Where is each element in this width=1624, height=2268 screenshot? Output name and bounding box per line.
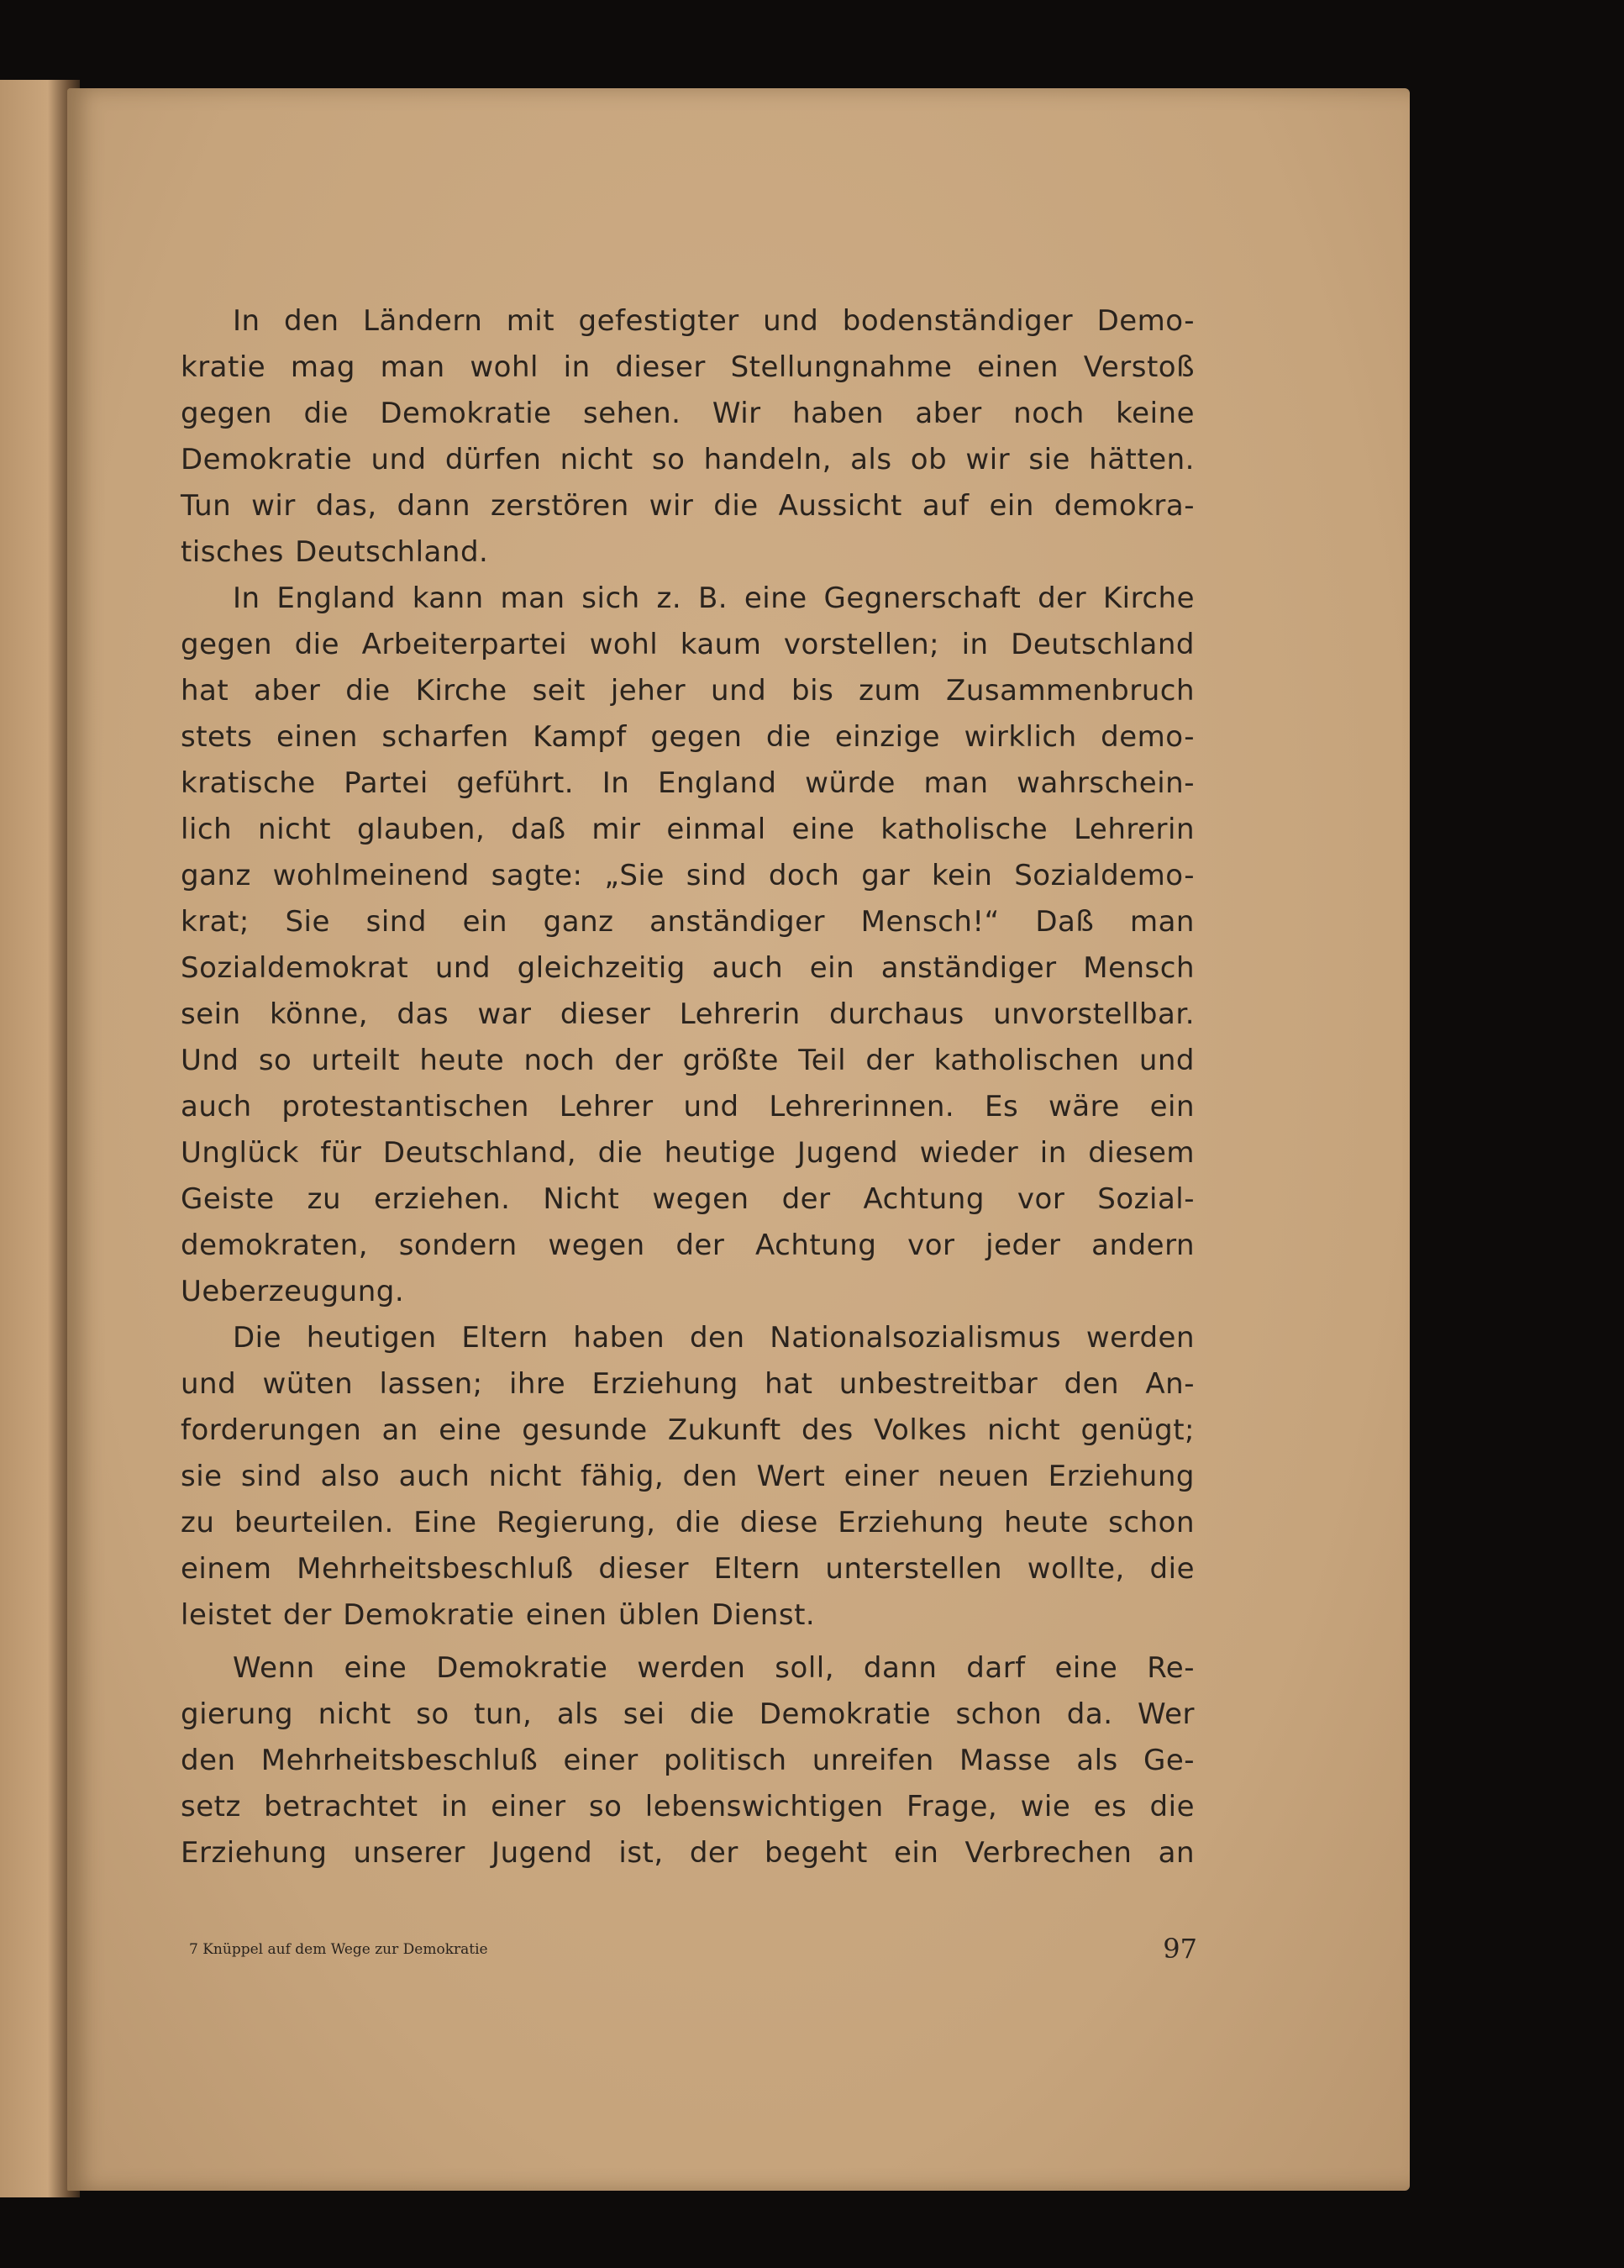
text-line: In England kann man sich z. B. eine Gegnerschaft der Kirche [233,581,1195,615]
text-line: den Mehrheitsbeschluß einer politisch unreifen Masse als Ge- [181,1744,1195,1777]
text-line: gegen die Demokratie sehen. Wir haben aber noch keine [181,397,1195,430]
text-line: demokraten, sondern wegen der Achtung vor jeder andern [181,1229,1195,1262]
text-line: Tun wir das, dann zerstören wir die Aussicht auf ein demokra- [181,489,1195,523]
text-line: gierung nicht so tun, als sei die Demokratie schon da. Wer [181,1697,1195,1731]
text-line: In den Ländern mit gefestigter und bodenständiger Demo- [233,304,1195,338]
text-line: Erziehung unserer Jugend ist, der begeht ein Verbrechen an [181,1836,1195,1870]
page-number: 97 [1163,1933,1197,1965]
text-line: tisches Deutschland. [181,535,489,569]
text-line: Ueberzeugung. [181,1275,405,1308]
text-line: setz betrachtet in einer so lebenswichtigen Frage, wie es die [181,1790,1195,1823]
text-line: Die heutigen Eltern haben den Nationalsozialismus werden [233,1321,1195,1355]
text-line: krat; Sie sind ein ganz anständiger Mensch!“ Daß man [181,905,1195,939]
text-line: lich nicht glauben, daß mir einmal eine katholische Lehrerin [181,813,1195,846]
text-line: gegen die Arbeiterpartei wohl kaum vorstellen; in Deutschland [181,628,1195,661]
text-line: Demokratie und dürfen nicht so handeln, als ob wir sie hätten. [181,443,1195,476]
running-title: 7 Knüppel auf dem Wege zur Demokratie [189,1941,488,1958]
paragraph [181,1315,1195,1639]
text-line: hat aber die Kirche seit jeher und bis zum Zusammenbruch [181,674,1195,708]
body-text [181,298,1195,1876]
text-line: Wenn eine Demokratie werden soll, dann darf eine Re- [233,1651,1195,1685]
text-line: Geiste zu erziehen. Nicht wegen der Achtung vor Sozial- [181,1182,1195,1216]
text-line: und wüten lassen; ihre Erziehung hat unbestreitbar den An- [181,1367,1195,1401]
paragraph [181,298,1195,576]
text-line: ganz wohlmeinend sagte: „Sie sind doch gar kein Sozialdemo- [181,859,1195,892]
text-line: leistet der Demokratie einen üblen Dienst. [181,1598,816,1632]
text-line: kratische Partei geführt. In England würde man wahrschein- [181,766,1195,800]
text-line: Sozialdemokrat und gleichzeitig auch ein anständiger Mensch [181,951,1195,985]
text-line: auch protestantischen Lehrer und Lehrerinnen. Es wäre ein [181,1090,1195,1123]
text-line: kratie mag man wohl in dieser Stellungnahme einen Verstoß [181,350,1195,384]
text-line: Und so urteilt heute noch der größte Teil der katholischen und [181,1044,1195,1077]
text-line: forderungen an eine gesunde Zukunft des Volkes nicht genügt; [181,1413,1195,1447]
text-line: Unglück für Deutschland, die heutige Jugend wieder in diesem [181,1136,1195,1170]
paragraph [181,576,1195,1315]
text-line: zu beurteilen. Eine Regierung, die diese Erziehung heute schon [181,1506,1195,1539]
paragraph [181,1645,1195,1876]
text-line: einem Mehrheitsbeschluß dieser Eltern unterstellen wollte, die [181,1552,1195,1586]
text-line: stets einen scharfen Kampf gegen die einzige wirklich demo- [181,720,1195,754]
text-line: sie sind also auch nicht fähig, den Wert einer neuen Erziehung [181,1460,1195,1493]
text-line: sein könne, das war dieser Lehrerin durchaus unvorstellbar. [181,997,1195,1031]
